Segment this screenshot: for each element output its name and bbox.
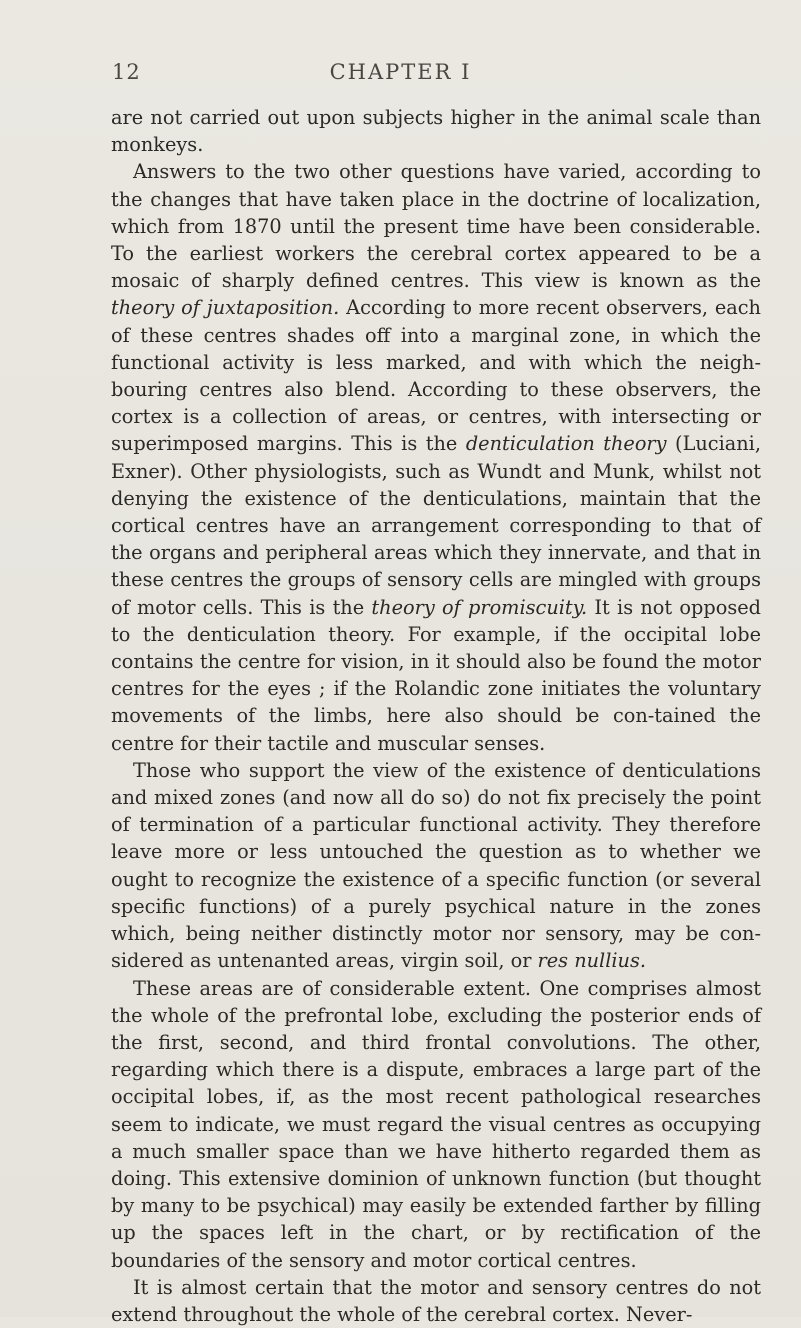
body-text — [111, 104, 761, 1328]
paragraph — [111, 158, 761, 756]
text-run: It is almost certain that the motor and sensory centres do not extend throughout the whole of the cerebral cortex. Never- — [111, 1275, 761, 1326]
italic-term: res nullius. — [537, 949, 646, 973]
text-run: Answers to the two other questions have varied, according to the changes that have taken place in the doctrine of localization, which from 1870 until the present time have been considerable. To the earliest workers the cerebral cortex appeared to be a mosaic of sharply defined centres. This view is known as the — [111, 160, 761, 293]
paragraph — [111, 1274, 761, 1328]
text-run: According to more recent observers, each of these centres shades off into a marginal zone, in which the functional activity is less marked, and with which the neigh-bouring centres also blend. According to these observers, the cortex is a collection of areas, or centres, with intersecting or superimposed margins. This is the — [111, 296, 761, 456]
paragraph — [111, 975, 761, 1274]
text-run: Those who support the view of the existence of denticulations and mixed zones (and now all do so) do not fix precisely the point of termination of a particular functional activity. They therefore leave more or less untouched the question as to whether we ought to recognize the existence of a specific function (or several specific functions) of a purely psychical nature in the zones which, being neither distinctly motor nor sensory, may be con-sidered as untenanted areas, virgin soil, or — [111, 758, 761, 973]
running-head: CHAPTER I — [329, 60, 472, 84]
text-run: (Luciani, Exner). Other physiologists, such as Wundt and Munk, whilst not denying the existence of the denticulations, maintain that the cortical centres have an arrangement corresponding to that of the organs and peripheral areas which they innervate, and that in these centres the groups of sensory cells are mingled with groups of motor cells. This is the — [111, 432, 761, 619]
paragraph — [111, 104, 761, 158]
paragraph — [111, 757, 761, 975]
page-number: 12 — [112, 60, 141, 84]
text-run: It is not opposed to the denticulation theory. For example, if the occipital lobe contains the centre for vision, in it should also be found the motor centres for the eyes ; if the Rolandic zone initiates the voluntary movements of the limbs, here also should be con-tained the centre for their tactile and muscular senses. — [111, 595, 761, 755]
text-run: These areas are of considerable extent. One comprises almost the whole of the prefrontal lobe, excluding the posterior ends of the first, second, and third frontal convolutions. The other, regarding which there is a dispute, embraces a large part of the occipital lobes, if, as the most recent pathological researches seem to indicate, we must regard the visual centres as occupying a much smaller space than we have hitherto regarded them as doing. This extensive dominion of unknown function (but thought by many to be psychical) may easily be extended farther by filling up the spaces left in the chart, or by rectification of the boundaries of the sensory and motor cortical centres. — [111, 976, 761, 1272]
italic-term: denticulation theory — [465, 432, 667, 456]
page-header — [0, 60, 801, 92]
italic-term: theory of juxtaposition. — [111, 296, 340, 320]
italic-term: theory of promiscuity. — [371, 595, 588, 619]
text-run: are not carried out upon subjects higher in the animal scale than monkeys. — [111, 106, 761, 157]
